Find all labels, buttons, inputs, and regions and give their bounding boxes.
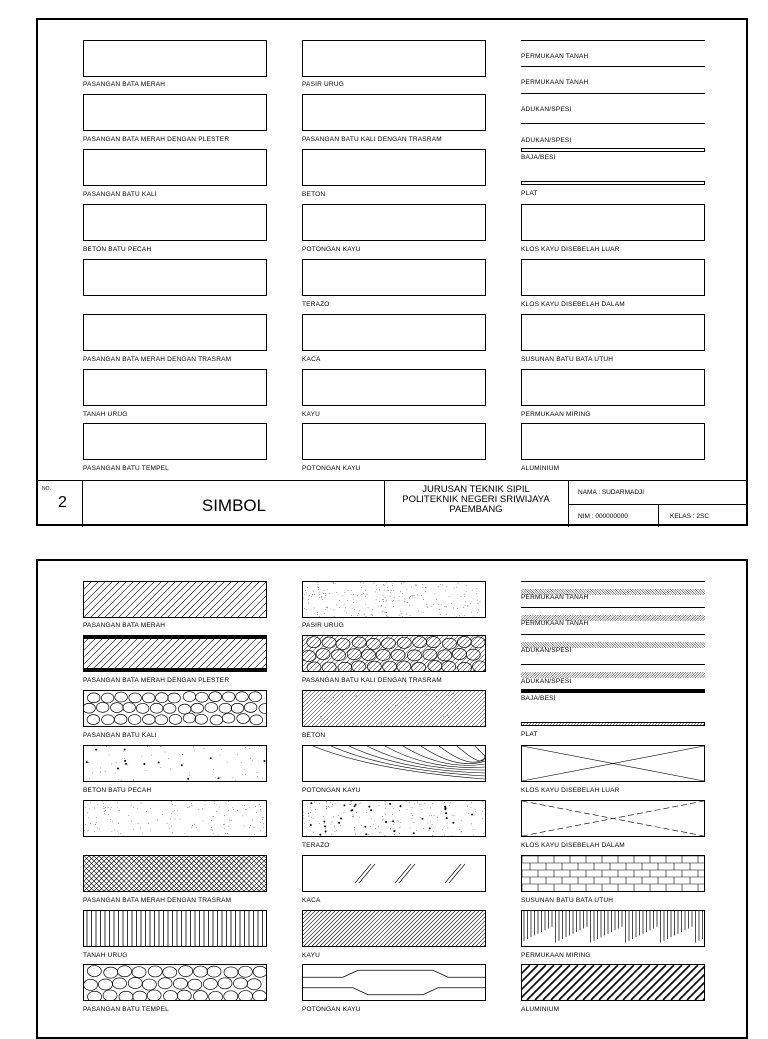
hatch-pattern xyxy=(522,965,704,1000)
symbol-label: BETON xyxy=(302,191,325,198)
symbol-box xyxy=(83,964,267,1001)
symbol-label: PERMUKAAN TANAH xyxy=(521,594,588,601)
symbol-box xyxy=(302,581,486,618)
student-name: NAMA : SUDARMADJI xyxy=(578,489,644,496)
symbol-box xyxy=(302,910,486,947)
symbol-box xyxy=(302,40,486,77)
symbol-line xyxy=(521,607,705,614)
symbol-box xyxy=(83,423,267,460)
symbol-box xyxy=(83,910,267,947)
symbol-sheet-blank xyxy=(36,18,748,526)
symbol-box xyxy=(83,581,267,618)
symbol-line xyxy=(521,40,705,42)
hatch-pattern xyxy=(522,746,704,781)
symbol-label: BAJA/BESI xyxy=(521,154,556,161)
symbol-label: PERMUKAAN TANAH xyxy=(521,53,588,60)
divider xyxy=(568,504,746,505)
symbol-label: ALUMINIUM xyxy=(521,1006,559,1013)
symbol-label: PASANGAN BATA MERAH DENGAN PLESTER xyxy=(83,136,229,143)
symbol-box xyxy=(302,635,486,672)
symbol-box xyxy=(302,369,486,406)
number-label: NO. xyxy=(42,486,51,492)
symbol-box xyxy=(521,204,705,241)
symbol-box xyxy=(302,690,486,727)
symbol-box xyxy=(521,800,705,837)
symbol-label: TERAZO xyxy=(302,301,330,308)
symbol-box xyxy=(83,314,267,351)
symbol-label: ADUKAN/SPESI xyxy=(521,647,571,654)
hatch-pattern xyxy=(522,723,704,725)
symbol-label: POTONGAN KAYU xyxy=(302,465,361,472)
symbol-box xyxy=(521,910,705,947)
symbol-box xyxy=(521,423,705,460)
symbol-box xyxy=(521,314,705,351)
symbol-box xyxy=(521,259,705,296)
symbol-label: ADUKAN/SPESI xyxy=(521,678,571,685)
hatch-pattern xyxy=(303,636,485,671)
symbol-label: PASIR URUG xyxy=(302,81,344,88)
symbol-label: BAJA/BESI xyxy=(521,695,556,702)
symbol-line xyxy=(521,66,705,68)
symbol-label: PERMUKAAN TANAH xyxy=(521,79,588,86)
symbol-box xyxy=(83,369,267,406)
hatch-pattern xyxy=(84,746,266,781)
symbol-label: POTONGAN KAYU xyxy=(302,246,361,253)
symbol-sheet-hatched xyxy=(36,559,748,1039)
hatch-pattern xyxy=(303,965,485,1000)
symbol-label: BETON xyxy=(302,732,325,739)
divider xyxy=(658,504,659,527)
symbol-label: PLAT xyxy=(521,190,538,197)
symbol-box xyxy=(302,259,486,296)
hatch-pattern xyxy=(84,582,266,617)
symbol-label: KLOS KAYU DISEBELAH LUAR xyxy=(521,246,620,253)
symbol-label: PASANGAN BATA MERAH DENGAN TRASRAM xyxy=(83,897,231,904)
symbol-box xyxy=(521,964,705,1001)
hatch-pattern xyxy=(84,856,266,891)
symbol-label: PASANGAN BATA MERAH DENGAN PLESTER xyxy=(83,677,229,684)
symbol-label: PASANGAN BATA MERAH DENGAN TRASRAM xyxy=(83,356,231,363)
hatch-pattern xyxy=(84,636,266,671)
hatch-pattern xyxy=(303,582,485,617)
symbol-label: BETON BATU PECAH xyxy=(83,246,151,253)
symbol-line xyxy=(521,634,705,641)
symbol-box xyxy=(83,149,267,186)
institution-line: JURUSAN TEKNIK SIPIL xyxy=(386,485,566,495)
divider xyxy=(82,481,83,527)
hatch-pattern xyxy=(84,691,266,726)
divider xyxy=(384,481,385,527)
symbol-label: KAYU xyxy=(302,411,320,418)
institution xyxy=(386,485,566,515)
symbol-label: TANAH URUG xyxy=(83,952,128,959)
hatch-pattern xyxy=(303,801,485,836)
symbol-box xyxy=(521,722,705,726)
symbol-box xyxy=(83,690,267,727)
symbol-box xyxy=(302,964,486,1001)
symbol-box xyxy=(83,855,267,892)
symbol-label: PASANGAN BATU TEMPEL xyxy=(83,1006,169,1013)
symbol-label: PERMUKAAN MIRING xyxy=(521,952,591,959)
symbol-label: PASANGAN BATU KALI DENGAN TRASRAM xyxy=(302,677,442,684)
symbol-box xyxy=(302,149,486,186)
symbol-box xyxy=(521,745,705,782)
sheet-title: SIMBOL xyxy=(84,496,384,516)
symbol-label: KACA xyxy=(302,356,321,363)
symbol-label: KACA xyxy=(302,897,321,904)
title-block xyxy=(38,480,746,527)
symbol-label: KLOS KAYU DISEBELAH LUAR xyxy=(521,787,620,794)
symbol-label: PLAT xyxy=(521,731,538,738)
student-class: KELAS : 2SC xyxy=(670,513,709,520)
hatch-pattern xyxy=(84,801,266,836)
symbol-box xyxy=(83,204,267,241)
symbol-line xyxy=(521,581,705,588)
symbol-box xyxy=(302,94,486,131)
symbol-label: PERMUKAAN MIRING xyxy=(521,411,591,418)
symbol-box xyxy=(83,635,267,672)
hatch-pattern xyxy=(84,911,266,946)
sheet-number: 2 xyxy=(58,494,67,512)
hatch-pattern xyxy=(303,911,485,946)
symbol-line xyxy=(521,664,705,671)
symbol-box xyxy=(302,314,486,351)
symbol-label: PASANGAN BATU KALI DENGAN TRASRAM xyxy=(302,136,442,143)
symbol-box xyxy=(302,855,486,892)
symbol-label: BETON BATU PECAH xyxy=(83,787,151,794)
hatch-pattern xyxy=(522,856,704,891)
institution-line: POLITEKNIK NEGERI SRIWIJAYA xyxy=(386,495,566,505)
symbol-box xyxy=(83,800,267,837)
hatch-pattern xyxy=(522,801,704,836)
hatch-pattern xyxy=(522,690,704,692)
symbol-box xyxy=(302,423,486,460)
symbol-box xyxy=(302,204,486,241)
symbol-label: KLOS KAYU DISEBELAH DALAM xyxy=(521,301,625,308)
symbol-label: SUSUNAN BATU BATA UTUH xyxy=(521,897,613,904)
hatch-pattern xyxy=(84,965,266,1000)
symbol-line xyxy=(521,123,705,125)
student-nim: NIM : 000000000 xyxy=(578,513,628,520)
symbol-box xyxy=(521,148,705,152)
symbol-line xyxy=(521,93,705,95)
symbol-label: ADUKAN/SPESI xyxy=(521,137,571,144)
symbol-box xyxy=(302,745,486,782)
hatch-pattern xyxy=(303,746,485,781)
symbol-label: PASANGAN BATA MERAH xyxy=(83,622,165,629)
symbol-label: PASANGAN BATU KALI xyxy=(83,191,157,198)
symbol-label: POTONGAN KAYU xyxy=(302,787,361,794)
symbol-label: SUSUNAN BATU BATA UTUH xyxy=(521,356,613,363)
symbol-box xyxy=(521,369,705,406)
symbol-box xyxy=(521,689,705,693)
symbol-box xyxy=(521,181,705,185)
symbol-label: TANAH URUG xyxy=(83,411,128,418)
symbol-label: ALUMINIUM xyxy=(521,465,559,472)
hatch-pattern xyxy=(303,856,485,891)
symbol-box xyxy=(83,94,267,131)
hatch-pattern xyxy=(522,911,704,946)
symbol-label: TERAZO xyxy=(302,842,330,849)
symbol-label: PASIR URUG xyxy=(302,622,344,629)
symbol-label: PERMUKAAN TANAH xyxy=(521,620,588,627)
symbol-label: POTONGAN KAYU xyxy=(302,1006,361,1013)
symbol-box xyxy=(521,855,705,892)
symbol-label: PASANGAN BATU TEMPEL xyxy=(83,465,169,472)
symbol-box xyxy=(83,745,267,782)
symbol-label: KAYU xyxy=(302,952,320,959)
symbol-label: PASANGAN BATU KALI xyxy=(83,732,157,739)
symbol-box xyxy=(83,40,267,77)
symbol-label: PASANGAN BATA MERAH xyxy=(83,81,165,88)
hatch-pattern xyxy=(303,691,485,726)
symbol-box xyxy=(83,259,267,296)
symbol-box xyxy=(302,800,486,837)
symbol-label: ADUKAN/SPESI xyxy=(521,106,571,113)
institution-line: PAEMBANG xyxy=(386,505,566,515)
symbol-label: KLOS KAYU DISEBELAH DALAM xyxy=(521,842,625,849)
